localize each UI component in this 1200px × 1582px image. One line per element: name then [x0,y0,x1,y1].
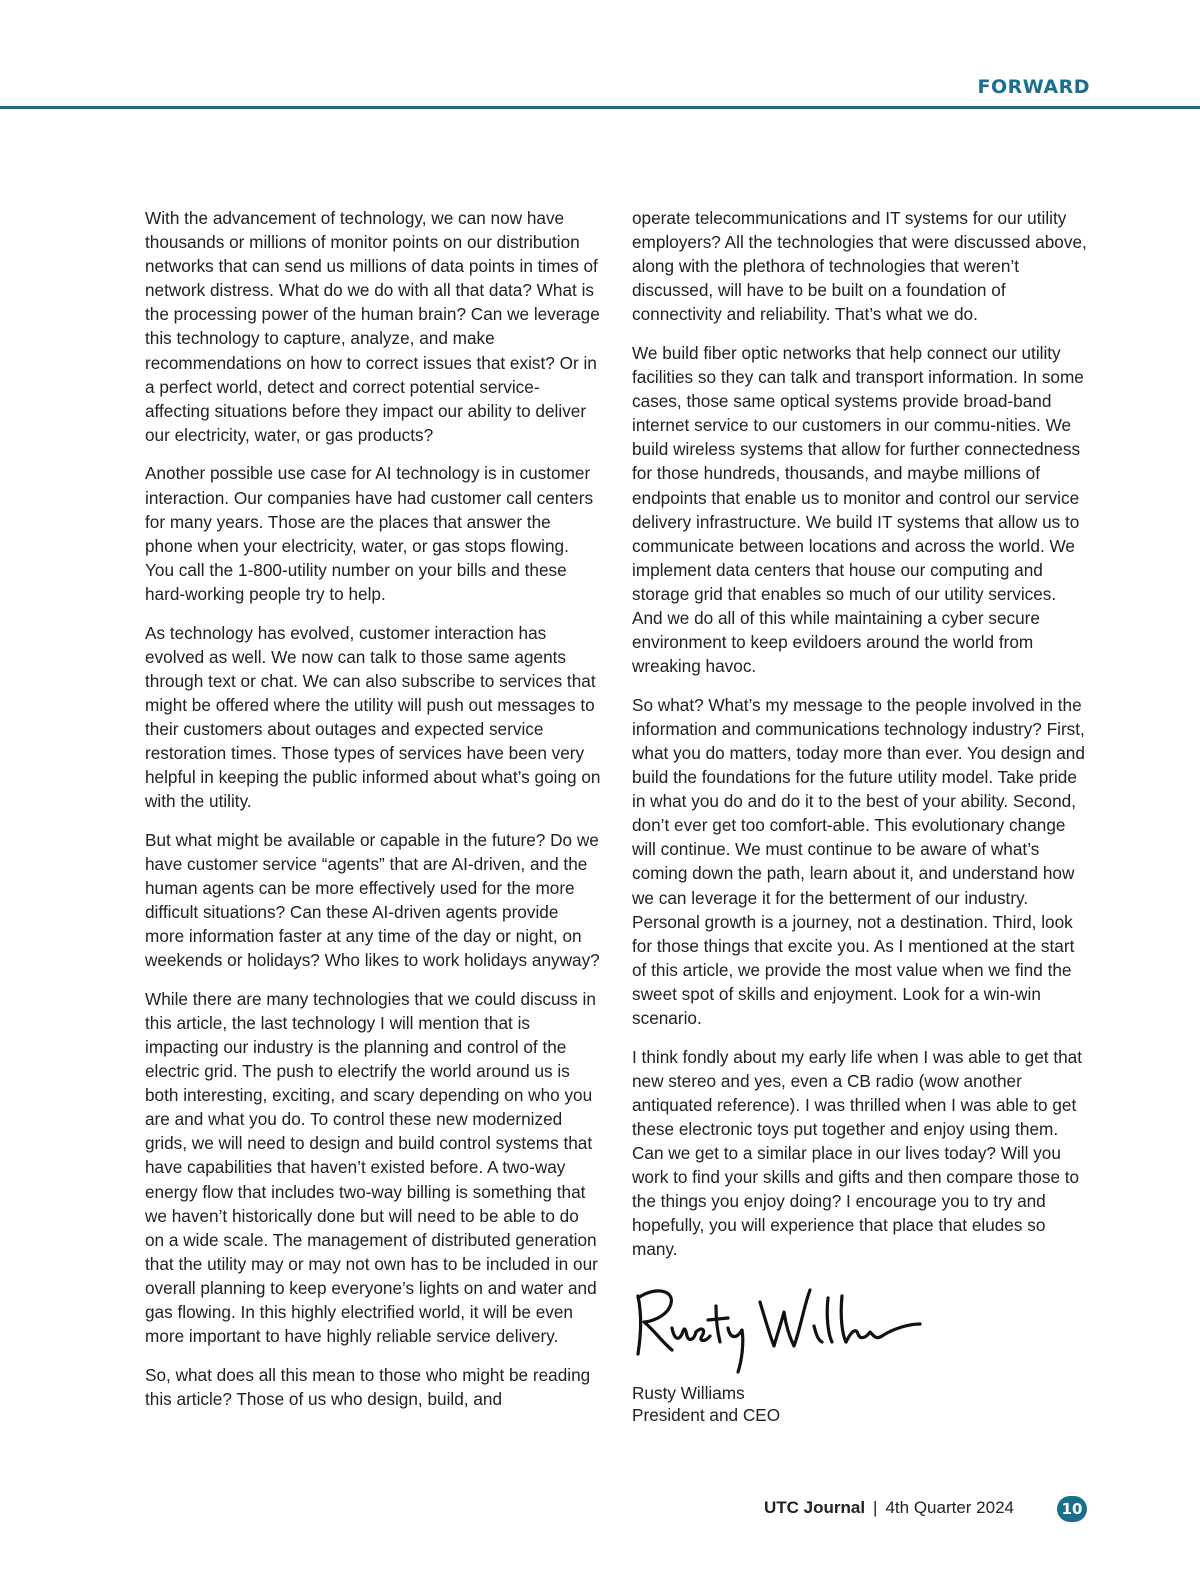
right-column [632,206,1087,1426]
paragraph: So what? What’s my message to the people involved in the information and communications technology industry? First, what you do matters, today more than ever. You design and build the foundations for the future utility model. Take pride in what you do and do it to the best of your ability. Second, don’t ever get too comfort-able. This evolutionary change will continue. We must continue to be aware of what’s coming down the path, learn about it, and understand how we can leverage it for the betterment of our industry. Personal growth is a journey, not a destination. Third, look for those things that excite you. As I mentioned at the start of this article, we provide the most value when we find the sweet spot of skills and enjoyment. Look for a win-win scenario. [632,694,1085,1028]
signer-title: President and CEO [632,1404,781,1425]
section-label: FORWARD [977,76,1090,98]
page-number: 10 [1057,1496,1087,1522]
paragraph: But what might be available or capable in the future? Do we have customer service “agents” that are AI-driven, and the human agents can be more effectively used for the more difficult situations? Can these AI-driven agents provide more information faster at any time of the day or night, on weekends or holidays? Who likes to work holidays anyway? [145,829,600,971]
left-column [145,206,601,1425]
footer-separator: | [873,1498,878,1517]
journal-name: UTC Journal [763,1498,866,1517]
header-rule [0,106,1200,109]
issue-label: 4th Quarter 2024 [885,1498,1014,1517]
paragraph: We build fiber optic networks that help connect our utility facilities so they can talk and transport information. In some cases, those same optical systems provide broad-band internet service to our customers in our commu-nities. We build wireless systems that allow for further connectedness for those hundreds, thousands, and maybe millions of endpoints that enable us to monitor and control our service delivery infrastructure. We build IT systems that allow us to communicate between locations and across the world. We implement data centers that house our computing and storage grid that enables so much of our utility services. And we do all of this while maintaining a cyber secure environment to keep evildoers around the world from wreaking havoc. [632,342,1084,677]
paragraph: I think fondly about my early life when I was able to get that new stereo and yes, even a CB radio (wow another antiquated reference). I was thrilled when I was able to get these electronic toys put together and enjoy using them. Can we get to a similar place in our lives today? Will you work to find your skills and gifts and then compare those to the things you enjoy doing? I encourage you to try and hopefully, you will experience that place that eludes so many. [632,1046,1082,1260]
paragraph: So, what does all this mean to those who might be reading this article? Those of us who design, build, and [145,1364,591,1409]
paragraph: As technology has evolved, customer interaction has evolved as well. We now can talk to those same agents through text or chat. We can also subscribe to services that might be offered where the utility will push out messages to their customers about outages and expected service restoration times. Those types of services have been very helpful in keeping the public informed about what’s going on with the utility. [145,622,601,812]
signer-name: Rusty Williams [632,1382,745,1403]
signature [632,1276,922,1376]
paragraph: With the advancement of technology, we can now have thousands or millions of monitor points on our distribution networks that can send us millions of data points in times of network distress. What do we do with all that data? What is the processing power of the human brain? Can we leverage this technology to capture, analyze, and make recommendations on how to correct issues that exist? Or in a perfect world, detect and correct potential service-affecting situations before they impact our ability to deliver our electricity, water, or gas products? [145,208,600,445]
paragraph: operate telecommunications and IT systems for our utility employers? All the technologies that were discussed above, along with the plethora of technologies that weren’t discussed, will have to be built on a foundation of connectivity and reliability. That’s what we do. [632,208,1087,325]
footer [764,1498,1014,1518]
paragraph: Another possible use case for AI technology is in customer interaction. Our companies have had customer call centers for many years. Those are the places that answer the phone when your electricity, water, or gas stops flowing. You call the 1-800-utility number on your bills and these hard-working people try to help. [145,463,594,604]
paragraph: While there are many technologies that we could discuss in this article, the last technology I will mention that is impacting our industry is the planning and control of the electric grid. The push to electrify the world around us is both interesting, exciting, and scary depending on who you are and what you do. To control these new modernized grids, we will need to design and build control systems that have capabilities that haven’t existed before. A two-way energy flow that includes two-way billing is something that we haven’t historically done but will need to be able to do on a wide scale. The management of distributed generation that the utility may or may not own has to be included in our overall planning to keep everyone’s lights on and water and gas flowing. In this highly electrified world, it will be even more important to have highly reliable service delivery. [145,988,598,1347]
